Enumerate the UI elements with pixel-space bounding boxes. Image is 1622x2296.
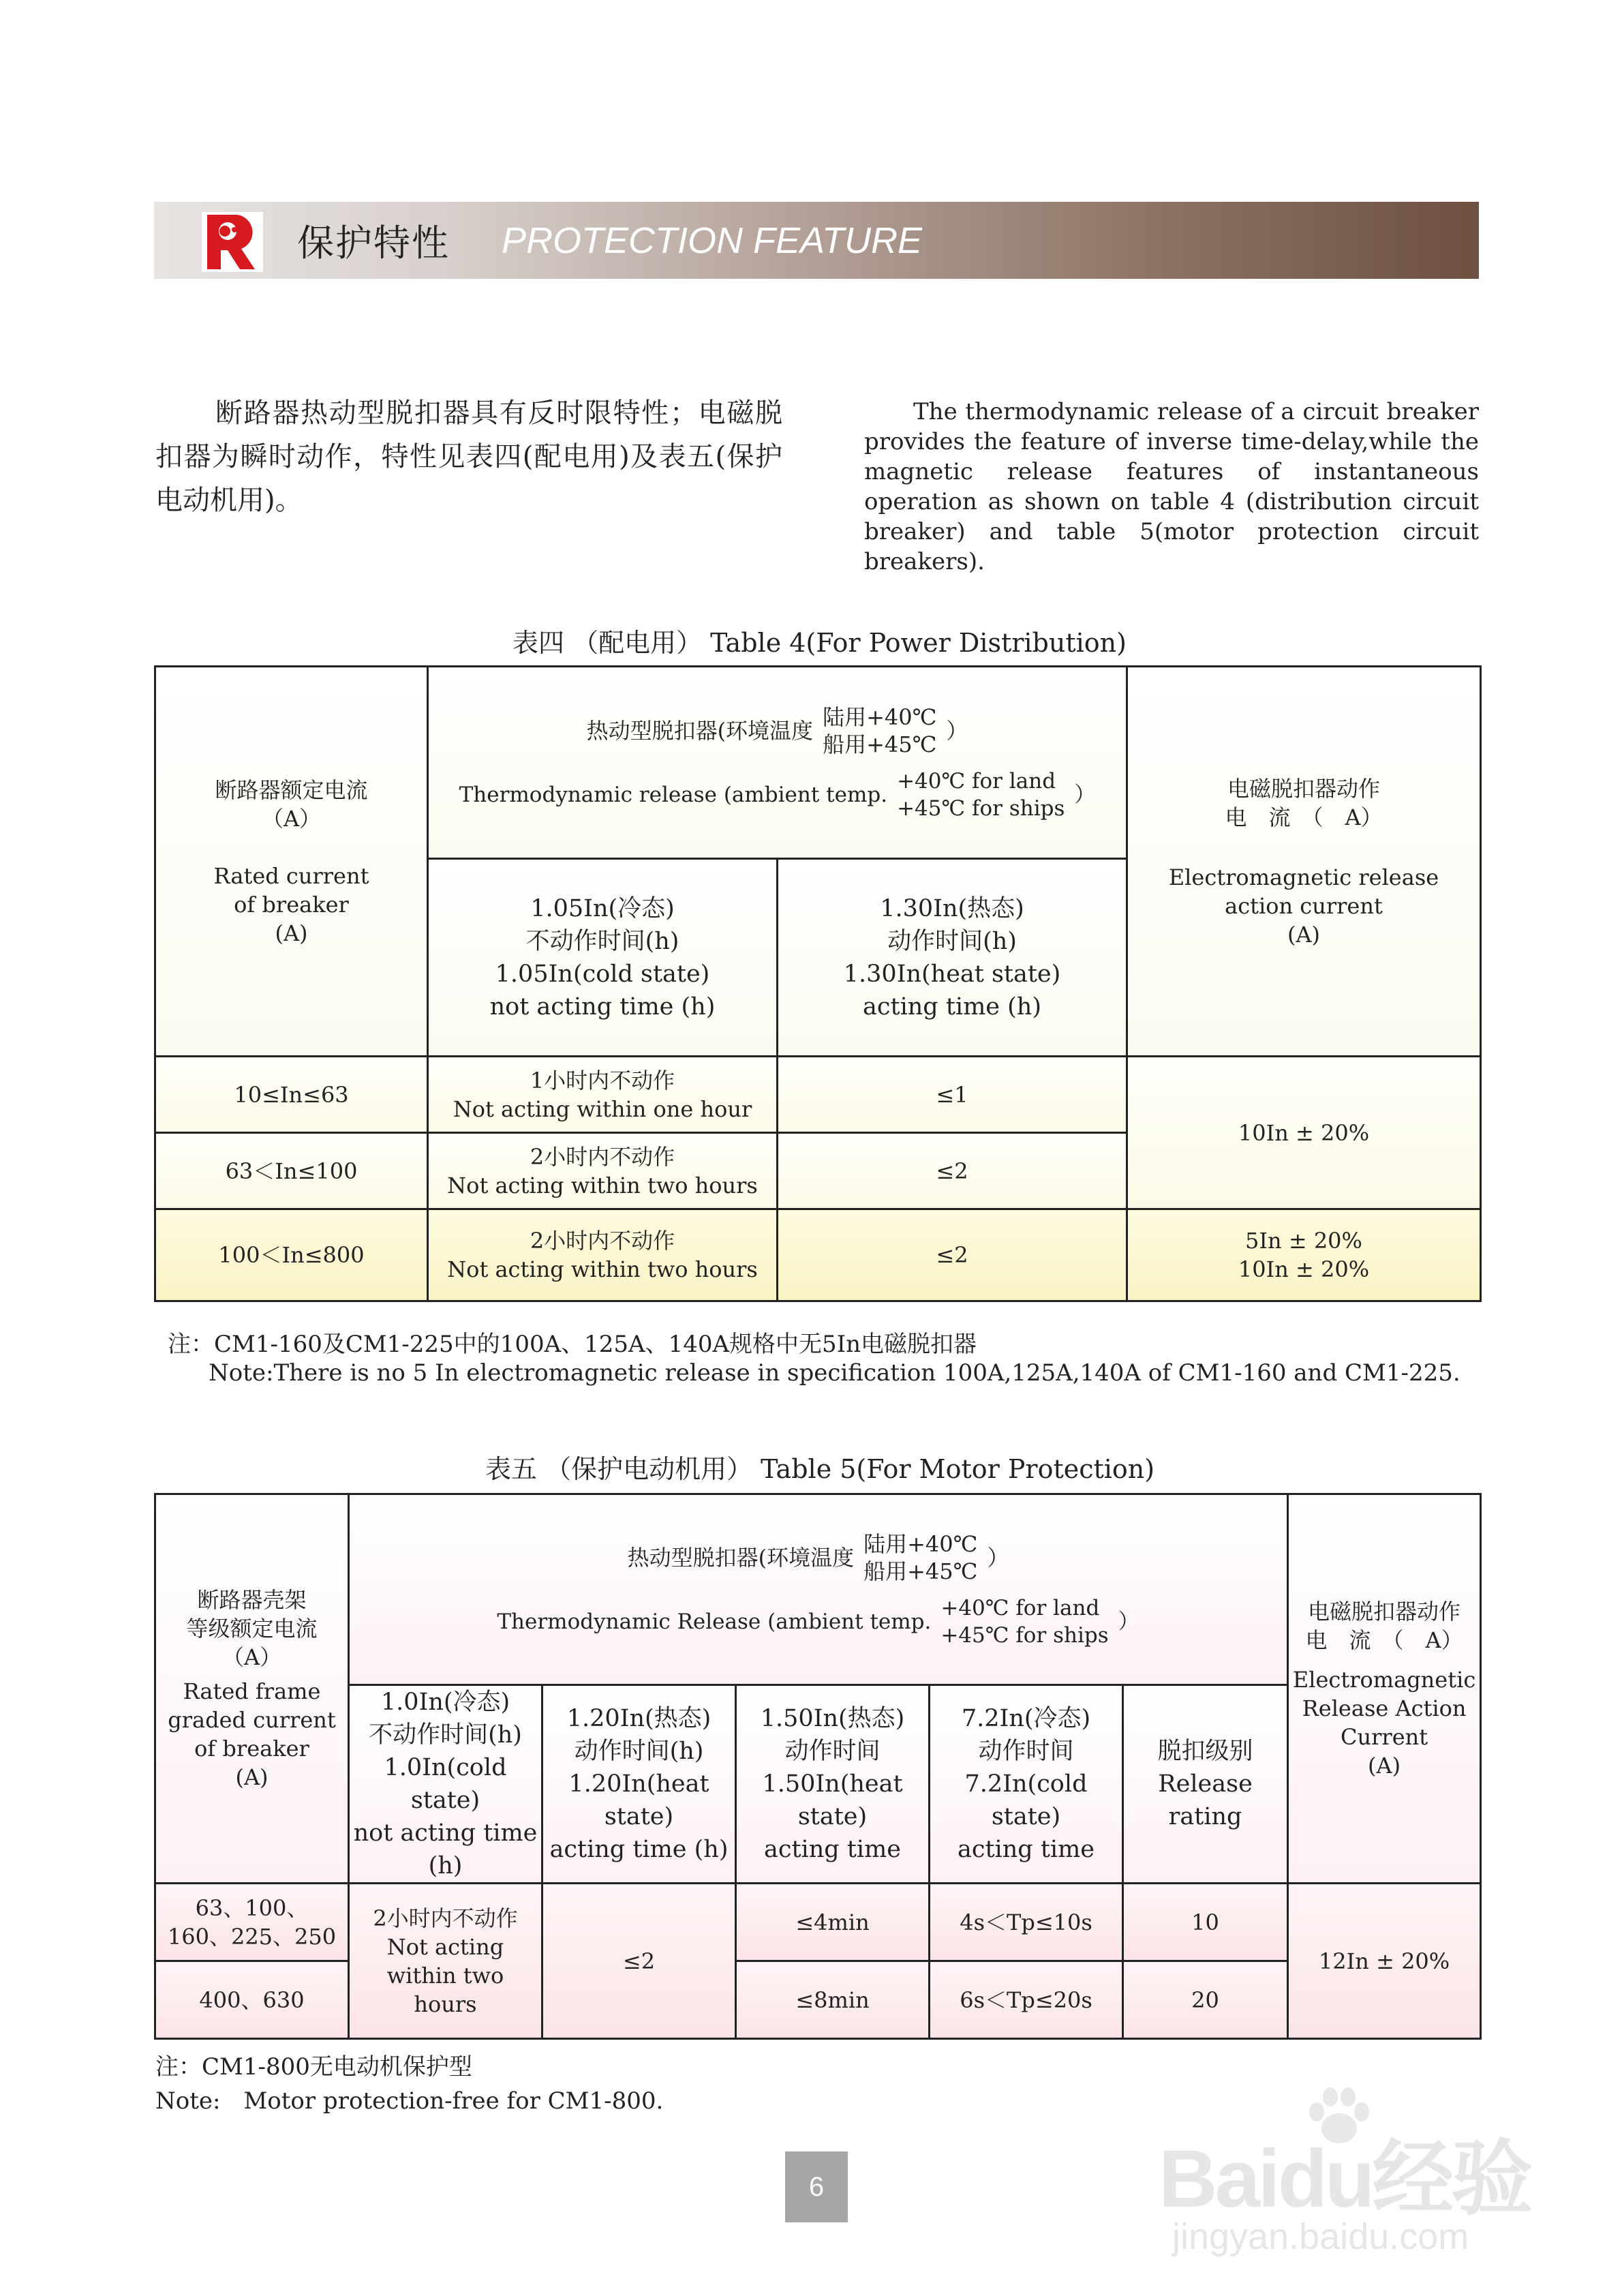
table5 [154, 1493, 1482, 2040]
company-logo-icon [202, 212, 263, 272]
table5-r2-rating: 20 [1123, 1961, 1288, 2039]
table5-col-frame [155, 1494, 349, 1884]
table4-r1-cold-en: Not acting within one hour [453, 1096, 752, 1122]
table5-frame-cn-1: 断路器壳架 [197, 1587, 307, 1613]
table4-caption: 表四 （配电用） Table 4(For Power Distribution) [512, 628, 1127, 658]
table5-em-cn-2: 电 流 （ A） [1305, 1627, 1463, 1653]
table5-frame-en-2: graded current [168, 1707, 336, 1733]
table-row [155, 1057, 1481, 1133]
table5-sub3-l4: acting time [764, 1836, 901, 1863]
table4-note-cn: 注：CM1-160及CM1-225中的100A、125A、140A规格中无5In电磁脱扣器 [168, 1331, 977, 1358]
table4-thermo-close: ） [946, 717, 968, 744]
table4-r2-cold [428, 1133, 778, 1209]
table4-sub-heat [778, 859, 1127, 1057]
table5-em-en-3: Current [1341, 1724, 1428, 1750]
table4-sub-cold-l2: 不动作时间(h) [525, 927, 679, 955]
table4 [154, 665, 1482, 1302]
table5-sub3-l3: 1.50In(heat state) [762, 1770, 903, 1830]
table5-thermo-en-land: +40℃ for land [940, 1595, 1100, 1620]
table4-r3-cold [428, 1209, 778, 1301]
table4-em-en-3: (A) [1287, 921, 1321, 948]
table4-r1-cold-cn: 1小时内不动作 [530, 1067, 675, 1093]
table5-sub1-l5: (h) [428, 1852, 463, 1879]
table4-r3-cold-en: Not acting within two hours [447, 1256, 758, 1282]
table4-r3-cold-cn: 2小时内不动作 [530, 1228, 675, 1254]
table5-thermo-header [349, 1494, 1288, 1685]
table4-r2-cold-en: Not acting within two hours [447, 1172, 758, 1198]
table5-r1-72: 4s＜Tp≤10s [930, 1884, 1123, 1961]
table5-frame-en-4: (A) [235, 1764, 269, 1790]
table4-thermo-en-close: ） [1074, 782, 1096, 807]
table5-em-value: 12In ± 20% [1288, 1884, 1481, 2039]
table4-em-cn-1: 电磁脱扣器动作 [1227, 775, 1380, 802]
table5-em-en-2: Release Action [1302, 1695, 1467, 1721]
table5-r1-150: ≤4min [736, 1884, 930, 1961]
table4-r2-rated: 63＜In≤100 [155, 1133, 428, 1209]
table4-thermo-en-ship: +45℃ for ships [897, 796, 1065, 821]
table4-r3-em [1127, 1209, 1481, 1301]
table5-time-120: ≤2 [542, 1884, 736, 2039]
table5-em-cn-1: 电磁脱扣器动作 [1308, 1599, 1461, 1625]
table5-sub-150 [736, 1685, 930, 1884]
table4-thermo-en-land: +40℃ for land [897, 768, 1056, 794]
watermark [1159, 2086, 1540, 2256]
table5-r1-frame: 63、100、160、225、250 [155, 1884, 349, 1961]
table4-r1-cold [428, 1057, 778, 1133]
table4-sub-heat-l4: acting time (h) [863, 993, 1041, 1021]
table4-rated-en-1: Rated current [213, 862, 369, 889]
table5-frame-cn-2: 等级额定电流 [186, 1616, 318, 1642]
table4-sub-cold-l4: not acting time (h) [489, 993, 716, 1021]
table5-sub-rating [1123, 1685, 1288, 1884]
table4-r3-time: ≤2 [778, 1209, 1127, 1301]
table4-em-en-1: Electromagnetic release [1168, 864, 1439, 890]
table5-frame-en-1: Rated frame [183, 1678, 321, 1704]
table4-r3-em-l1: 5In ± 20% [1245, 1228, 1362, 1254]
table5-frame-unit: （A） [221, 1644, 282, 1670]
table-row [155, 1209, 1481, 1301]
table5-thermo-en-close: ） [1118, 1609, 1139, 1634]
table5-sub4-l2: 动作时间 [978, 1738, 1074, 1765]
table5-em-en-1: Electromagnetic [1292, 1667, 1476, 1693]
table4-r3-rated: 100＜In≤800 [155, 1209, 428, 1301]
table4-thermo-land: 陆用+40℃ [823, 704, 937, 730]
table5-sub2-l3: 1.20In(heat state) [568, 1770, 709, 1830]
table5-r2-150: ≤8min [736, 1961, 930, 2039]
table4-rated-en-2: of breaker [234, 891, 349, 918]
section-header [154, 202, 1479, 279]
table5-note-en: Note: Motor protection-free for CM1-800. [155, 2087, 664, 2115]
table4-sub-heat-l3: 1.30In(heat state) [843, 960, 1061, 988]
table5-thermo-close: ） [987, 1544, 1009, 1571]
table4-rated-cn: 断路器额定电流 [215, 776, 368, 803]
table5-thermo-land: 陆用+40℃ [863, 1530, 978, 1557]
table5-not-acting-en: Not acting within two hours [386, 1933, 504, 2017]
table5-sub-cold [349, 1685, 542, 1884]
table5-sub2-l4: acting time (h) [549, 1836, 729, 1863]
table5-thermo-ship: 船用+45℃ [863, 1558, 978, 1584]
table5-note-cn: 注：CM1-800无电动机保护型 [155, 2053, 472, 2081]
table5-sub4-l3: 7.2In(cold state) [964, 1770, 1088, 1830]
page-number: 6 [785, 2151, 848, 2222]
table4-sub-cold-l1: 1.05In(冷态) [530, 894, 675, 922]
table5-thermo-cn: 热动型脱扣器(环境温度 [627, 1544, 855, 1571]
header-title-cn: 保护特性 [297, 222, 450, 265]
table5-sub5-l1: 脱扣级别 [1157, 1738, 1253, 1765]
table5-r2-frame: 400、630 [155, 1961, 349, 2039]
table4-sub-cold [428, 859, 778, 1057]
table4-r1-time: ≤1 [778, 1057, 1127, 1133]
table4-r2-time: ≤2 [778, 1133, 1127, 1209]
table5-sub3-l1: 1.50In(热态) [760, 1705, 905, 1732]
table5-sub-120 [542, 1685, 736, 1884]
intro-text-cn: 断路器热动型脱扣器具有反时限特性；电磁脱扣器为瞬时动作，特性见表四(配电用)及表五(保护电动机用)。 [155, 397, 782, 516]
table4-thermo-cn: 热动型脱扣器(环境温度 [586, 717, 814, 744]
table5-sub4-l4: acting time [958, 1836, 1095, 1863]
table5-sub1-l4: not acting time [353, 1819, 538, 1847]
table4-r3-em-l2: 10In ± 20% [1238, 1256, 1370, 1282]
table5-em-en-4: (A) [1368, 1753, 1401, 1779]
table5-sub1-l1: 1.0In(冷态) [380, 1689, 510, 1716]
table5-sub-72 [930, 1685, 1123, 1884]
table5-frame-en-3: of breaker [194, 1736, 309, 1762]
table5-r2-72: 6s＜Tp≤20s [930, 1961, 1123, 2039]
table4-r2-cold-cn: 2小时内不动作 [530, 1143, 675, 1170]
table4-thermo-header [428, 667, 1127, 859]
table4-em-cn-2: 电 流 （ A） [1225, 804, 1383, 830]
table4-rated-en-3: (A) [275, 920, 308, 946]
table5-not-acting-cn: 2小时内不动作 [373, 1905, 518, 1931]
header-title-en: PROTECTION FEATURE [502, 220, 923, 261]
table5-sub1-l2: 不动作时间(h) [369, 1721, 522, 1749]
table4-em-en-2: action current [1225, 892, 1383, 919]
table4-sub-heat-l2: 动作时间(h) [887, 927, 1017, 955]
table5-thermo-en-ship: +45℃ for ships [940, 1622, 1109, 1648]
watermark-brand: Baidu经验 [1159, 2133, 1531, 2224]
table5-col-em [1288, 1494, 1481, 1884]
table5-sub4-l1: 7.2In(冷态) [961, 1705, 1091, 1732]
table4-em-rows12: 10In ± 20% [1127, 1057, 1481, 1209]
table5-sub2-l2: 动作时间(h) [574, 1738, 704, 1765]
table4-sub-heat-l1: 1.30In(热态) [880, 894, 1024, 922]
table4-thermo-en: Thermodynamic release (ambient temp. [459, 782, 888, 807]
table4-note-en: Note:There is no 5 In electromagnetic release in specification 100A,125A,140A of CM1-160 and CM1-225. [209, 1359, 1460, 1387]
table4-thermo-ship: 船用+45℃ [823, 731, 937, 757]
table5-thermo-en: Thermodynamic Release (ambient temp. [497, 1609, 932, 1634]
table5-sub1-l3: 1.0In(cold state) [384, 1754, 507, 1814]
table5-r1-rating: 10 [1123, 1884, 1288, 1961]
watermark-url: jingyan.baidu.com [1172, 2216, 1469, 2257]
table5-sub3-l2: 动作时间 [784, 1738, 881, 1765]
table5-not-acting [349, 1884, 542, 2039]
table4-col-rated [155, 667, 428, 1057]
table4-sub-cold-l3: 1.05In(cold state) [495, 960, 710, 988]
table4-col-em [1127, 667, 1481, 1057]
intro-text-en: The thermodynamic release of a circuit breaker provides the feature of inverse time-delay,while the magnetic release features of instantaneous operation as shown on table 4 (distribution circuit breaker) and table 5(motor protection circuit breakers). [864, 398, 1479, 575]
table5-caption: 表五 （保护电动机用） Table 5(For Motor Protection) [485, 1454, 1155, 1484]
table5-sub5-l2: Release rating [1158, 1770, 1253, 1830]
table4-rated-unit: （A） [261, 805, 322, 832]
table4-r1-rated: 10≤In≤63 [155, 1057, 428, 1133]
table-row [155, 1884, 1481, 1961]
table5-sub2-l1: 1.20In(热态) [566, 1705, 711, 1732]
